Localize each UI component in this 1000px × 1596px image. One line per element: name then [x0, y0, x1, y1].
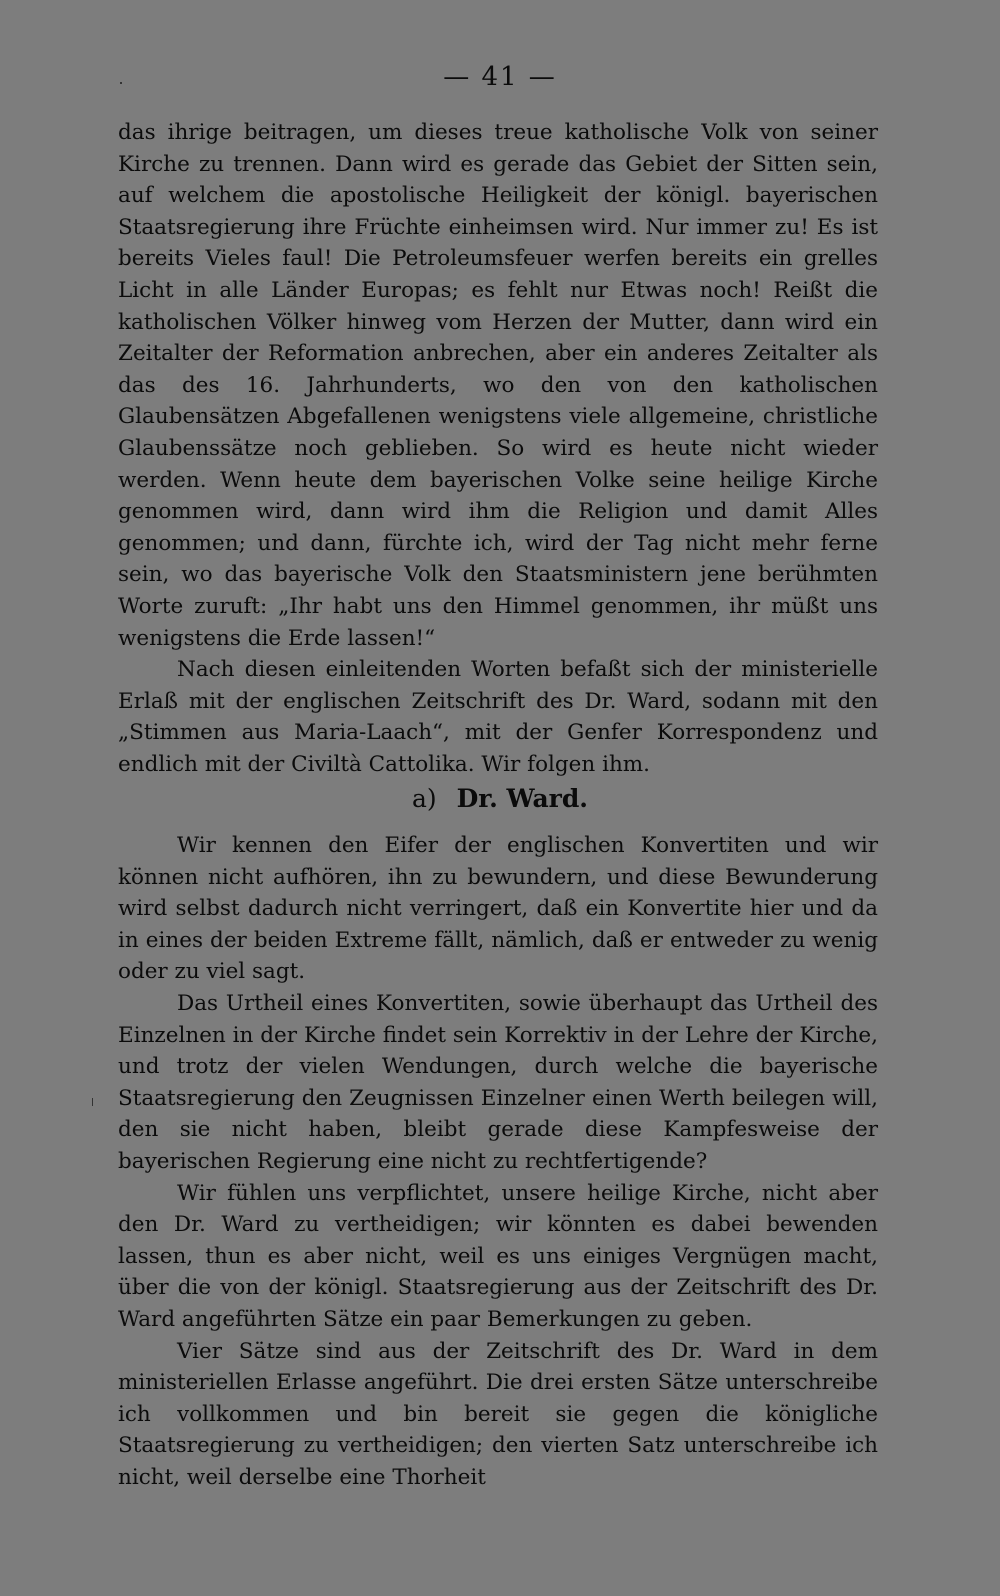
page-number: — 41 — — [443, 62, 557, 92]
paragraph: Wir fühlen uns verpflichtet, unsere heilige Kirche, nicht aber den Dr. Ward zu vertheidigen; wir könnten es dabei bewenden lassen, thun es aber nicht, weil es uns einiges Vergnügen macht, über die von der königl. Staatsregierung aus der Zeitschrift des Dr. Ward angeführten Sätze ein paar Bemerkungen zu geben. — [118, 1180, 878, 1332]
section-heading — [0, 784, 1000, 813]
scan-speck — [92, 1098, 93, 1106]
paragraph: Wir kennen den Eifer der englischen Konvertiten und wir können nicht aufhören, ihn zu bewundern, und diese Bewunderung wird selbst dadurch nicht verringert, daß ein Konvertite hier und da in eines der beiden Extreme fällt, nämlich, daß er entweder zu wenig oder zu viel sagt. — [118, 833, 878, 985]
section-label: a) — [411, 784, 437, 813]
body-text-top — [118, 117, 878, 780]
paragraph: das ihrige beitragen, um dieses treue katholische Volk von seiner Kirche zu trennen. Dann wird es gerade das Gebiet der Sitten sein, auf welchem die apostolische Heiligkeit der königl. bayerischen Staatsregierung ihre Früchte einheimsen wird. Nur immer zu! Es ist bereits Vieles faul! Die Petroleumsfeuer werfen bereits ein grelles Licht in alle Länder Europas; es fehlt nur Etwas noch! Reißt die katholischen Völker hinweg vom Herzen der Mutter, dann wird ein Zeitalter der Reformation anbrechen, aber ein anderes Zeitalter als das des 16. Jahrhunderts, wo den von den katholischen Glaubensätzen Abgefallenen wenigstens viele allgemeine, christliche Glaubenssätze noch geblieben. So wird es heute nicht wieder werden. Wenn heute dem bayerischen Volke seine heilige Kirche genommen wird, dann wird ihm die Religion und damit Alles genommen; und dann, fürchte ich, wird der Tag nicht mehr ferne sein, wo das bayerische Volk den Staatsministern jene berühmten Worte zuruft: „Ihr habt uns den Himmel genommen, ihr müßt uns wenigstens die Erde lassen!“ — [118, 120, 878, 651]
paragraph: Das Urtheil eines Konvertiten, sowie überhaupt das Urtheil des Einzelnen in der Kirche findet sein Korrektiv in der Lehre der Kirche, und trotz der vielen Wendungen, durch welche die bayerische Staatsregierung den Zeugnissen Einzelner einen Werth beilegen will, den sie nicht haben, bleibt gerade diese Kampfesweise der bayerischen Regierung eine nicht zu rechtfertigende? — [118, 990, 878, 1174]
paragraph: Nach diesen einleitenden Worten befaßt sich der ministerielle Erlaß mit der englischen Zeitschrift des Dr. Ward, sodann mit den „Stimmen aus Maria-Laach“, mit der Genfer Korrespondenz und endlich mit der Civiltà Cattolika. Wir folgen ihm. — [118, 657, 878, 777]
section-title: Dr. Ward. — [456, 784, 589, 813]
body-text-bottom — [118, 830, 878, 1493]
paragraph: Vier Sätze sind aus der Zeitschrift des Dr. Ward in dem ministeriellen Erlasse angeführt. Die drei ersten Sätze unterschreibe ich vollkommen und bin bereit sie gegen die königliche Staatsregierung zu vertheidigen; den vierten Satz unterschreibe ich nicht, weil derselbe eine Thorheit — [118, 1338, 878, 1490]
scan-speck — [120, 82, 122, 84]
